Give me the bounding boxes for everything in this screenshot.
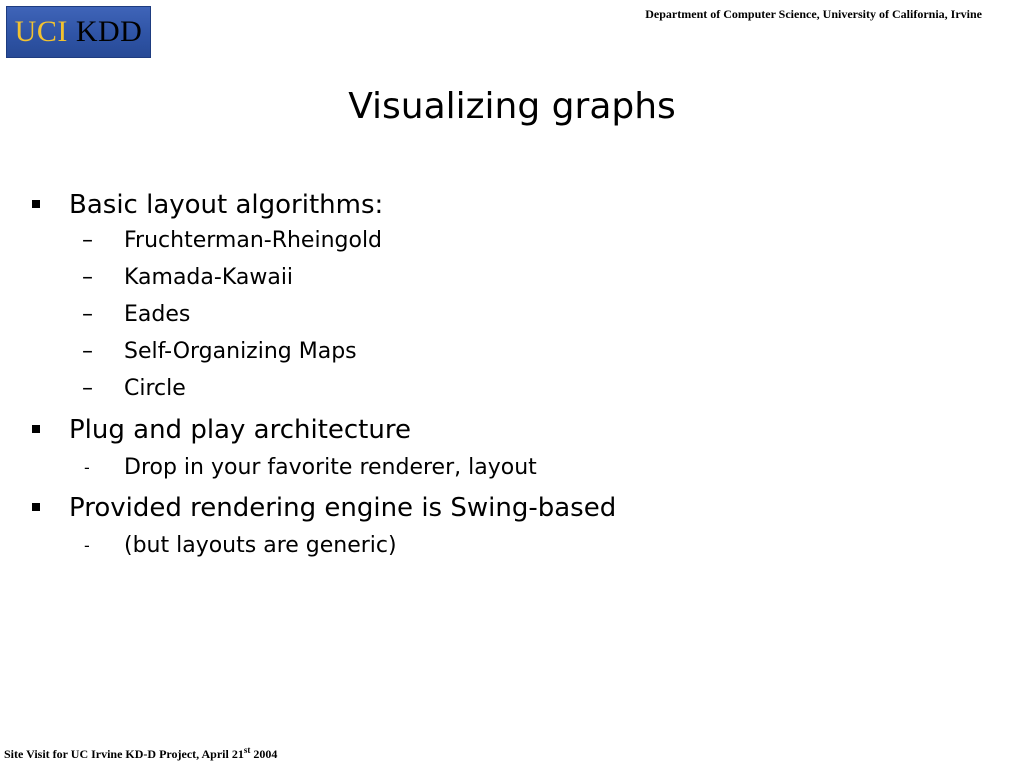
dash-marker-icon: – — [82, 302, 93, 327]
sub-bullet-text: Kamada-Kawaii — [124, 265, 294, 290]
sub-bullet-text: Drop in your favorite renderer, layout — [124, 455, 537, 480]
dash-marker-icon: – — [82, 265, 93, 290]
hyphen-marker-icon: - — [84, 536, 90, 555]
footer-text: Site Visit for UC Irvine KD-D Project, April 21 — [4, 747, 244, 761]
sub-bullet-text: (but layouts are generic) — [124, 533, 397, 558]
square-bullet-icon — [32, 425, 40, 433]
footer-year: 2004 — [250, 747, 278, 761]
sub-bullet-text: Fruchterman-Rheingold — [124, 228, 383, 253]
bullet-text: Basic layout algorithms: — [69, 190, 384, 220]
bullet-text: Provided rendering engine is Swing-based — [69, 493, 617, 523]
slide-title: Visualizing graphs — [348, 86, 676, 127]
uci-kdd-logo — [6, 6, 151, 58]
department-header: Department of Computer Science, University of California, Irvine — [645, 7, 982, 21]
logo-kdd-text: KDD — [75, 15, 143, 48]
logo-uci-text: UCI — [14, 15, 68, 48]
sub-bullet-text: Circle — [124, 376, 186, 401]
footer — [4, 745, 277, 762]
bullet-text: Plug and play architecture — [69, 415, 411, 445]
dash-marker-icon: – — [82, 376, 93, 401]
square-bullet-icon — [32, 503, 40, 511]
dash-marker-icon: – — [82, 228, 93, 253]
sub-bullet-text: Eades — [124, 302, 191, 327]
dash-marker-icon: – — [82, 339, 93, 364]
square-bullet-icon — [32, 200, 40, 208]
sub-bullet-text: Self-Organizing Maps — [124, 339, 357, 364]
hyphen-marker-icon: - — [84, 458, 90, 477]
footer-superscript: st — [243, 745, 251, 755]
